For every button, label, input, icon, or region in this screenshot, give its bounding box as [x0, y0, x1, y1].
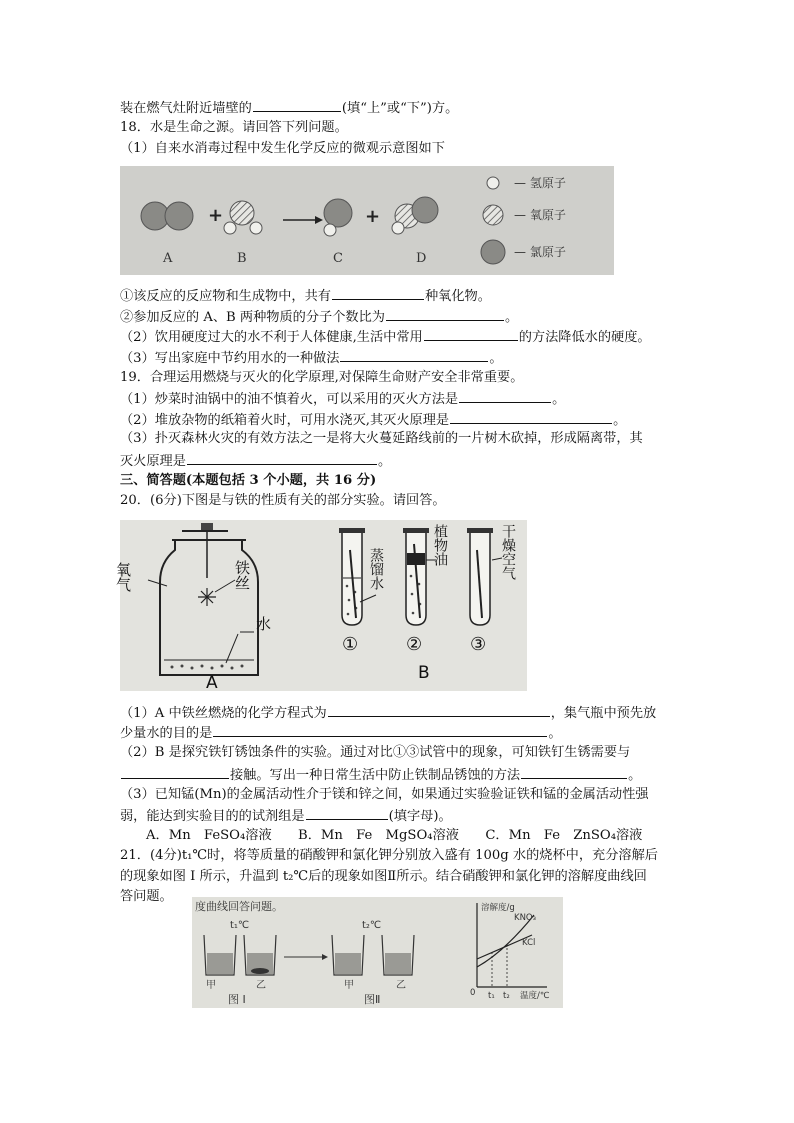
answer-blank[interactable] [213, 723, 547, 737]
legend-h: — 氢原子 [514, 176, 566, 190]
label-tube-2: ② [406, 634, 423, 655]
svg-text:+: + [208, 205, 224, 226]
q19-3-cont [120, 451, 391, 471]
label-oxygen: 氧气 [114, 562, 132, 592]
q19-2 [120, 410, 626, 430]
reaction-diagram [120, 166, 614, 275]
answer-blank[interactable] [306, 806, 388, 820]
text: 。 [613, 413, 627, 428]
fig21-xlabel: 温度/℃ [520, 991, 550, 1001]
text: （3）写出家庭中节约用水的一种做法 [120, 351, 340, 366]
text: 的方法降低水的硬度。 [518, 330, 651, 345]
legend-cl: — 氯原子 [514, 245, 566, 259]
text: 。 [377, 454, 392, 469]
q18-1-text: （1）自来水消毒过程中发生化学反应的微观示意图如下 [120, 141, 445, 156]
fig21-header: 度曲线回答问题。 [195, 900, 283, 913]
fig21-fig1: 图 I [228, 993, 246, 1006]
text: ②参加反应的 A、B 两种物质的分子个数比为 [120, 310, 385, 325]
text: 。 [489, 351, 503, 366]
answer-blank[interactable] [459, 389, 551, 403]
svg-text:+: + [365, 206, 381, 227]
q19-title: 19．合理运用燃烧与灭火的化学原理,对保障生命财产安全非常重要。 [120, 370, 524, 385]
text: 。 [628, 768, 642, 783]
q18-2 [120, 327, 651, 347]
q20-title: 20．(6分)下图是与铁的性质有关的部分实验。请回答。 [120, 493, 446, 508]
q20-2-cont [120, 765, 641, 785]
text: ①该反应的反应物和生成物中，共有 [120, 289, 331, 304]
answer-blank[interactable] [187, 451, 377, 465]
label-tube-1: ① [342, 634, 359, 655]
answer-blank[interactable] [386, 307, 504, 321]
text: 少量水的目的是 [120, 726, 213, 741]
q20-1-cont [120, 723, 562, 743]
fig21-fig2: 图Ⅱ [364, 993, 381, 1006]
label-dry-air: 干燥空气 [500, 524, 516, 580]
q18-title: 18．水是生命之源。请回答下列问题。 [120, 120, 348, 135]
label-d: D [416, 251, 427, 266]
answer-blank[interactable] [424, 327, 518, 341]
fig21-origin: 0 [470, 988, 476, 998]
fig21-t2: t₂℃ [362, 920, 382, 931]
q20-3: （3）已知锰(Mn)的金属活动性介于镁和锌之间，如果通过实验验证铁和锰的金属活动性强 [120, 787, 649, 802]
label-distilled-water: 蒸馏水 [368, 548, 384, 590]
q17-end-line [120, 98, 458, 118]
answer-blank[interactable] [328, 703, 550, 717]
q20-1 [120, 703, 656, 723]
label-plant-oil: 植物油 [432, 524, 448, 566]
label-b: B [237, 251, 247, 266]
solubility-figure [192, 897, 563, 1008]
text: （1）A 中铁丝燃烧的化学方程式为 [120, 706, 327, 721]
label-panel-a: A [206, 673, 218, 693]
answer-blank[interactable] [332, 286, 424, 300]
text: 接触。写出一种日常生活中防止铁制品锈蚀的方法 [230, 768, 521, 783]
text: (填“上”或“下”)方。 [341, 101, 459, 116]
answer-blank[interactable] [121, 765, 229, 779]
fig21-jia-1: 甲 [206, 980, 216, 991]
fig21-t1: t₁℃ [230, 920, 250, 931]
section-3-title: 三、简答题(本题包括 3 个小题，共 16 分) [120, 473, 377, 488]
text: （2）饮用硬度过大的水不利于人体健康,生活中常用 [120, 330, 423, 345]
text: 装在燃气灶附近墙壁的 [120, 101, 252, 116]
fig21-ylabel: 溶解度/g [481, 903, 515, 913]
label-water-a: 水 [256, 615, 272, 633]
legend-o: — 氧原子 [514, 208, 566, 222]
answer-blank[interactable] [521, 765, 627, 779]
label-tube-3: ③ [470, 634, 487, 655]
iron-experiment-figure [114, 520, 527, 693]
fig21-xt2: t₂ [503, 991, 510, 1001]
text: 。 [548, 726, 562, 741]
q18-1b [120, 307, 518, 327]
q20-2: （2）B 是探究铁钉锈蚀条件的实验。通过对比①③试管中的现象，可知铁钉生锈需要与 [120, 745, 631, 760]
q20-options: A．Mn FeSO₄溶液 B．Mn Fe MgSO₄溶液 C．Mn Fe ZnSO₄溶液 [146, 828, 643, 843]
q19-3: （3）扑灭森林火灾的有效方法之一是将大火蔓延路线前的一片树木砍掉，形成隔离带，其 [120, 431, 643, 446]
text: ，集气瓶中预先放 [550, 706, 657, 721]
q21-line-3: 答问题。 [120, 889, 173, 904]
text: （2）堆放杂物的纸箱着火时，可用水浇灭,其灭火原理是 [120, 413, 450, 428]
q18-1a [120, 286, 491, 306]
fig21-jia-2: 甲 [344, 980, 354, 991]
q20-3-cont [120, 806, 452, 826]
q18-3 [120, 348, 503, 368]
fig21-yi-2: 乙 [396, 980, 406, 991]
q21-line-2: 的现象如图 I 所示，升温到 t₂℃后的现象如图Ⅱ所示。结合硝酸钾和氯化钾的溶解度曲线回 [120, 869, 647, 884]
answer-blank[interactable] [253, 98, 341, 112]
text: 种氧化物。 [425, 289, 491, 304]
q21-line-1: 21．(4分)t₁℃时，将等质量的硝酸钾和氯化钾分别放入盛有 100g 水的烧杯中，充分溶解后 [120, 848, 658, 863]
answer-blank[interactable] [450, 410, 612, 424]
text: 。 [504, 310, 519, 325]
fig21-yi-1: 乙 [256, 980, 266, 991]
label-iron-wire: 铁丝 [233, 560, 251, 590]
label-a: A [163, 251, 173, 266]
q19-1 [120, 389, 565, 409]
text: 。 [552, 392, 566, 407]
answer-blank[interactable] [340, 348, 488, 362]
fig21-kcl: KCl [522, 938, 536, 948]
fig21-kno3: KNO₃ [514, 913, 537, 923]
label-c: C [333, 251, 343, 266]
label-panel-b: B [418, 663, 430, 683]
fig21-xt1: t₁ [488, 991, 495, 1001]
text: 灭火原理是 [120, 454, 186, 469]
text: (填字母)。 [388, 809, 452, 824]
text: 弱，能达到实验目的的试剂组是 [120, 809, 305, 824]
text: （1）炒菜时油锅中的油不慎着火，可以采用的灭火方法是 [120, 392, 459, 407]
